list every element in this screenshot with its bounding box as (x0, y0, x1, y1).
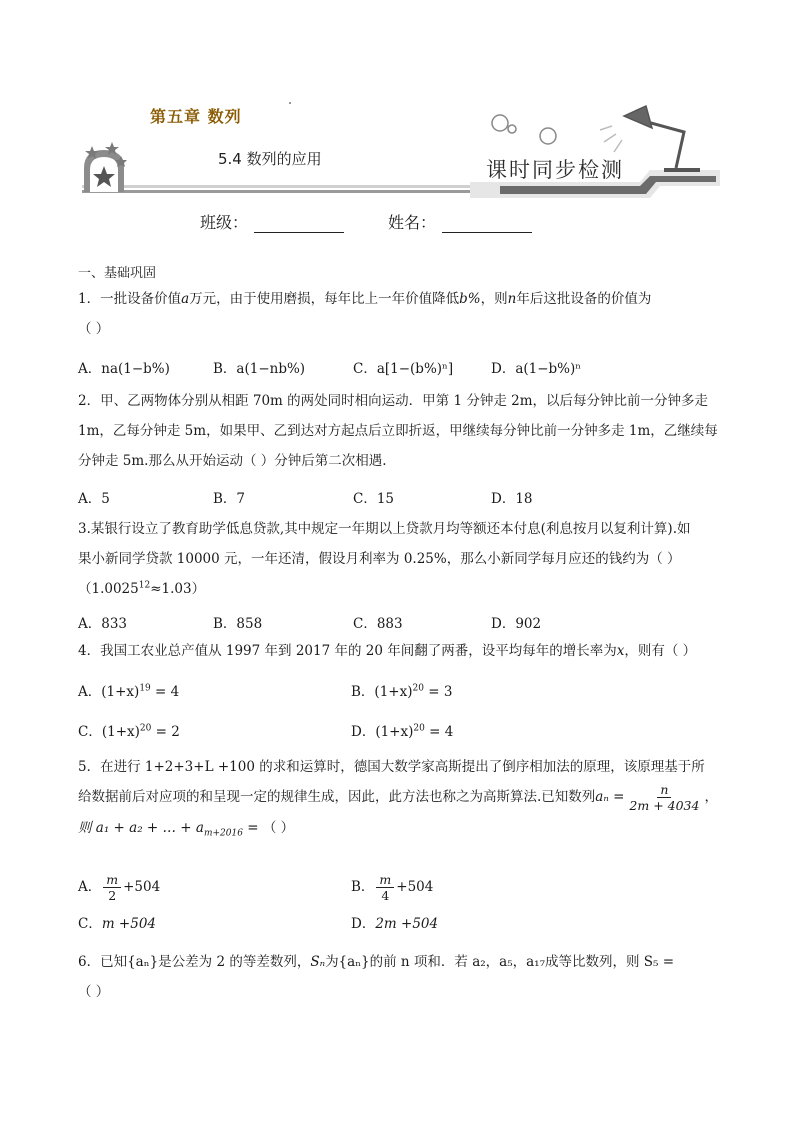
option-c[interactable]: C．883 (353, 616, 403, 632)
option-d[interactable]: D．18 (491, 491, 533, 507)
q4-var-x: x (616, 643, 625, 659)
chapter-title: 第五章 数列 (150, 107, 242, 126)
q5-line: ， (704, 789, 718, 805)
name-blank[interactable] (442, 214, 532, 233)
option-d[interactable]: D．902 (491, 616, 542, 632)
name-field[interactable] (388, 210, 532, 233)
q6-text: 6．已知{aₙ}是公差为 2 的等差数列， (78, 954, 311, 970)
option-base: (1+x) (101, 684, 140, 700)
option-b[interactable] (351, 680, 452, 700)
option-label: B． (351, 879, 375, 895)
question-4 (78, 636, 723, 666)
q1-var-n: n (507, 291, 517, 307)
option-rhs: = 2 (151, 724, 180, 740)
option-a[interactable]: A．833 (78, 616, 128, 632)
option-a[interactable] (78, 872, 160, 903)
q5-sum: = （ ） (242, 820, 295, 836)
question-6 (78, 947, 723, 1007)
question-2 (78, 386, 723, 476)
option-rest: +504 (396, 879, 434, 895)
q1-text: 万元，由于使用磨损，每年比上一年价值降低 (189, 291, 460, 307)
q6-text: 为{aₙ}的前 n 项和．若 a₂，a₅，a₁₇成等比数列，则 S₅ = (325, 954, 675, 970)
q3-hint: （1.0025 (78, 581, 139, 597)
fraction-denominator: 4 (381, 888, 390, 903)
tiny-dot (289, 102, 291, 104)
q4-text: 4．我国工农业总产值从 1997 年到 2017 年的 20 年间翻了两番，设平均每年的增长率为 (78, 643, 617, 659)
option-label: D． (351, 724, 376, 740)
class-field[interactable] (200, 210, 344, 233)
option-b[interactable]: B．7 (213, 491, 246, 507)
option-b[interactable]: B．a(1−nb%) (213, 361, 306, 377)
class-label: 班级： (200, 213, 249, 232)
q2-line: 2．甲、乙两物体分别从相距 70m 的两处同时相向运动．甲第 1 分钟走 2m，以后每分钟比前一分钟多走 (78, 393, 709, 409)
option-base: (1+x) (375, 724, 414, 740)
option-text: m +504 (101, 916, 157, 932)
star-badge-icon (84, 142, 127, 192)
option-c[interactable] (78, 912, 156, 932)
banner-stripe-line (82, 190, 502, 193)
option-base: (1+x) (374, 684, 413, 700)
q1-text: 1．一批设备价值 (78, 291, 182, 307)
q1-var-a: a (181, 291, 190, 307)
answer-bracket: （ ） (78, 321, 110, 337)
class-blank[interactable] (254, 214, 344, 233)
option-a[interactable] (78, 680, 179, 700)
option-exp: 20 (412, 683, 424, 694)
option-b[interactable] (351, 872, 433, 903)
fraction-numerator: m (376, 872, 394, 888)
q1-text: ，则 (480, 291, 508, 307)
question-3 (78, 514, 723, 604)
option-fraction (103, 872, 121, 903)
q5-fraction (626, 782, 702, 813)
q5-sum: 则 a₁ + a₂ + … + a (78, 820, 204, 836)
q2-line: 1m，乙每分钟走 5m，如果甲、乙到达对方起点后立即折返，甲继续每分钟比前一分钟多走 1m，乙继续每 (78, 423, 718, 439)
option-exp: 20 (139, 723, 152, 734)
header-banner (0, 0, 794, 200)
fraction-denominator: 2 (108, 888, 117, 903)
q1-var-b: b% (459, 291, 481, 307)
option-c[interactable]: C．a[1−(b%)ⁿ] (353, 361, 454, 377)
banner-graphics (0, 0, 794, 200)
fraction-numerator: n (657, 782, 671, 798)
option-exp: 20 (413, 723, 425, 734)
option-a[interactable]: A．na(1−b%) (78, 361, 170, 377)
option-a[interactable]: A．5 (78, 491, 110, 507)
option-d[interactable]: D．a(1−b%)ⁿ (491, 361, 582, 377)
option-exp: 19 (139, 683, 151, 694)
option-rhs: = 4 (424, 724, 454, 740)
q5-sum-sub: m+2016 (203, 828, 243, 839)
q3-hint-exp: 12 (138, 580, 151, 591)
option-d[interactable] (351, 912, 438, 932)
option-c[interactable] (78, 720, 180, 740)
q2-line: 分钟走 5m.那么从开始运动（ ）分钟后第二次相遇. (78, 453, 387, 469)
option-rhs: = 4 (150, 684, 180, 700)
option-label: A． (78, 684, 102, 700)
q3-hint: ≈1.03） (150, 581, 206, 597)
option-label: C． (78, 724, 102, 740)
option-label: B． (351, 684, 375, 700)
brand-label: 课时同步检测 (486, 158, 624, 182)
q4-text: ，则有（ ） (624, 643, 697, 659)
option-rhs: = 3 (423, 684, 453, 700)
student-info-row (200, 210, 532, 233)
option-label: C． (78, 916, 102, 932)
banner-stripe-line-light (82, 185, 502, 188)
option-c[interactable]: C．15 (353, 491, 395, 507)
section-title: 5.4 数列的应用 (218, 150, 322, 168)
fraction-denominator: 2m + 4034 (629, 798, 700, 813)
option-d[interactable] (351, 720, 453, 740)
option-base: (1+x) (101, 724, 140, 740)
q5-line: 5．在进行 1+2+3+L +100 的求和运算时，德国大数学家高斯提出了倒序相加法的原理，该原理基于所 (78, 759, 705, 775)
q3-line: 3.某银行设立了教育助学低息贷款,其中规定一年期以上贷款月均等额还本付息(利息按月以复利计算).如 (78, 521, 691, 537)
name-label: 姓名： (388, 213, 437, 232)
section-heading: 一、基础巩固 (78, 266, 157, 281)
option-text: 2m +504 (375, 916, 439, 932)
option-label: A． (78, 879, 102, 895)
option-rest: +504 (123, 879, 161, 895)
answer-bracket: （ ） (78, 984, 110, 1000)
question-1 (78, 284, 723, 344)
q3-line: 果小新同学贷款 10000 元，一年还清，假设月利率为 0.25%，那么小新同学每月应还的钱约为（ ） (78, 551, 681, 567)
q5-line: 给数据前后对应项的和呈现一定的规律生成，因此，此方法也称之为高斯算法.已知数列 (78, 789, 596, 805)
decorative-bubbles-icon (492, 115, 556, 144)
q1-text: 年后这批设备的价值为 (516, 291, 652, 307)
fraction-numerator: m (103, 872, 121, 888)
option-b[interactable]: B．858 (213, 616, 263, 632)
q5-sequence: aₙ = (595, 789, 625, 805)
option-fraction (376, 872, 394, 903)
question-5 (78, 752, 723, 843)
q6-sum: Sₙ (310, 954, 326, 970)
option-label: D． (351, 916, 376, 932)
